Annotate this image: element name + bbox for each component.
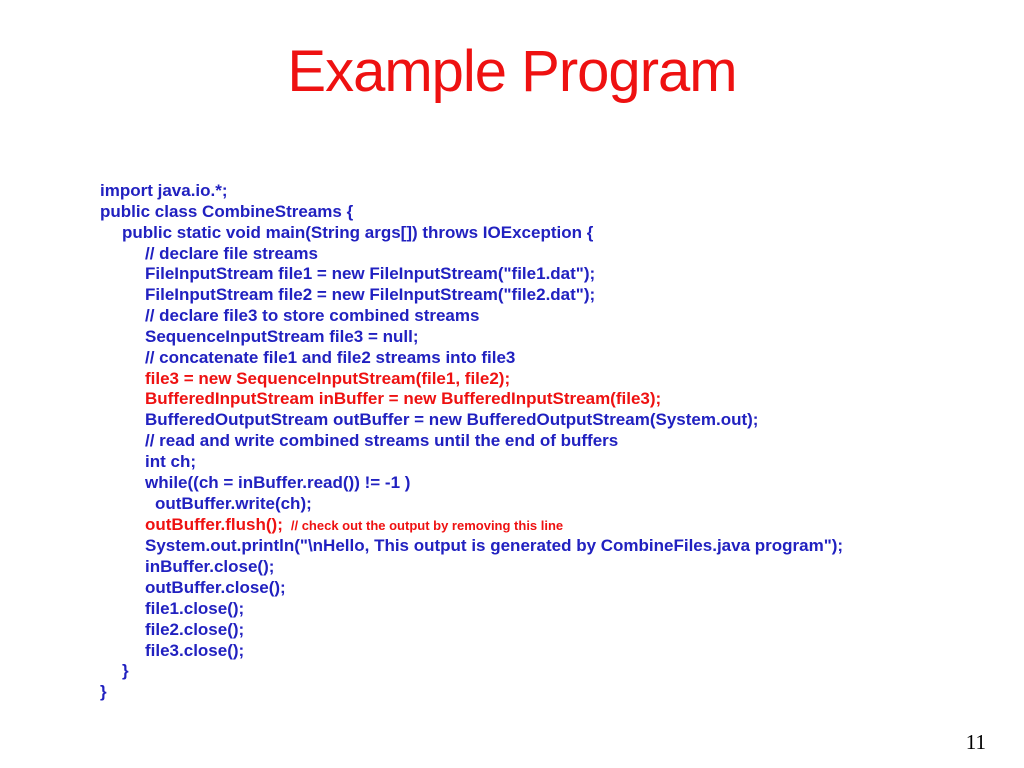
code-line [145,389,843,410]
code-text: outBuffer.close(); [145,578,286,598]
code-line [145,244,843,265]
code-line [145,578,843,599]
code-line [145,536,843,557]
code-text: SequenceInputStream file3 = null; [145,326,419,346]
code-text: file2.close(); [145,619,245,639]
page-number: 11 [965,730,986,754]
code-text: // declare file3 to store combined streams [145,306,480,326]
code-line [145,515,843,537]
code-line [100,202,843,223]
code-line [145,306,843,327]
code-line [145,327,843,348]
code-line [145,473,843,494]
code-line [145,264,843,285]
code-line [122,661,843,682]
code-text: file3 = new SequenceInputStream(file1, file2); [145,368,511,388]
code-text: while((ch = inBuffer.read()) != -1 ) [145,472,411,492]
code-line [155,494,843,515]
code-text: } [122,661,129,681]
code-text: import java.io.*; [100,181,228,200]
slide-title: Example Program [287,39,737,104]
code-text: // read and write combined streams until the end of buffers [145,431,619,451]
inline-comment: // check out the output by removing this line [290,517,564,533]
code-text: outBuffer.write(ch); [155,493,312,513]
code-text: file3.close(); [145,640,245,660]
code-text: outBuffer.flush(); [145,514,283,534]
code-line [145,452,843,473]
code-line [145,285,843,306]
code-text: } [100,682,107,702]
code-line [122,223,843,244]
code-text: public class CombineStreams { [100,201,354,221]
code-line [145,599,843,620]
code-line [145,431,843,452]
code-text: inBuffer.close(); [145,557,275,577]
code-line [145,641,843,662]
code-line [145,557,843,578]
code-text: FileInputStream file1 = new FileInputStream("file1.dat"); [145,264,596,284]
code-line [100,682,843,703]
code-text: public static void main(String args[]) throws IOException { [122,222,594,242]
code-text: BufferedOutputStream outBuffer = new BufferedOutputStream(System.out); [145,410,759,430]
code-text: BufferedInputStream inBuffer = new BufferedInputStream(file3); [145,389,662,409]
code-text: // declare file streams [145,243,318,263]
code-line [145,620,843,641]
code-text: int ch; [145,451,196,471]
code-line [145,410,843,431]
code-text: file1.close(); [145,598,245,618]
code-text: System.out.println("\nHello, This output is generated by CombineFiles.java program"); [145,536,844,556]
code-text: // concatenate file1 and file2 streams into file3 [145,347,516,367]
code-line [100,181,843,202]
code-text: FileInputStream file2 = new FileInputStream("file2.dat"); [145,285,596,305]
code-line [145,348,843,369]
code-block [100,181,843,703]
code-line [145,369,843,390]
